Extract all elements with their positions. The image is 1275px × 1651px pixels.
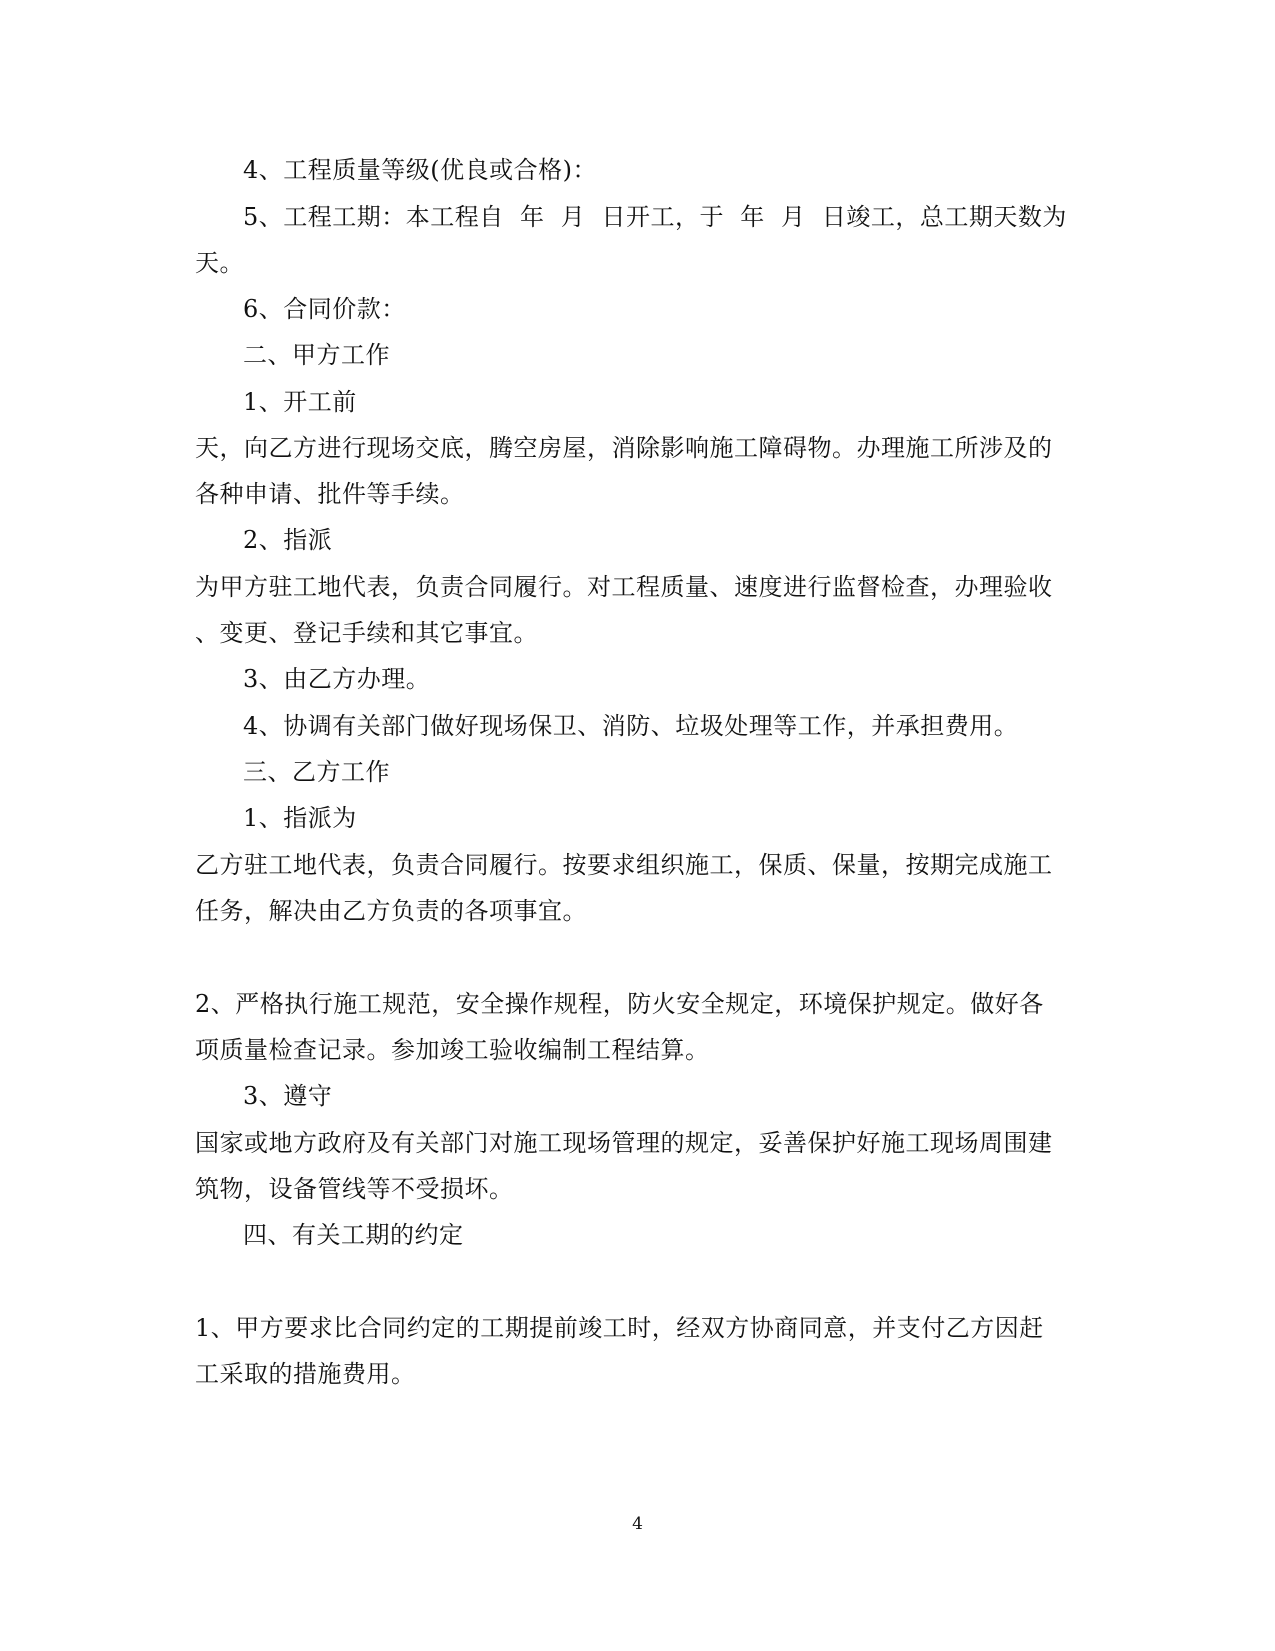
text-line: 为甲方驻工地代表，负责合同履行。对工程质量、速度进行监督检查，办理验收 bbox=[195, 573, 1053, 601]
text-line: 各种申请、批件等手续。 bbox=[195, 480, 465, 508]
text-line: 乙方驻工地代表，负责合同履行。按要求组织施工，保质、保量，按期完成施工 bbox=[195, 851, 1053, 879]
text-line: 天，向乙方进行现场交底，腾空房屋，消除影响施工障碍物。办理施工所涉及的 bbox=[195, 434, 1053, 462]
text-line: 筑物，设备管线等不受损坏。 bbox=[195, 1175, 514, 1203]
page-number: 4 bbox=[632, 1514, 643, 1534]
text-line: 天。 bbox=[195, 249, 244, 277]
text-line: 4、工程质量等级(优良或合格)： bbox=[243, 156, 597, 184]
text-line: 2、严格执行施工规范，安全操作规程，防火安全规定，环境保护规定。做好各 bbox=[195, 990, 1044, 1018]
text-line: 工采取的措施费用。 bbox=[195, 1360, 416, 1388]
text-line: 国家或地方政府及有关部门对施工现场管理的规定，妥善保护好施工现场周围建 bbox=[195, 1129, 1053, 1157]
text-line: 3、遵守 bbox=[243, 1082, 333, 1110]
text-line: 2、指派 bbox=[243, 526, 333, 554]
text-line: 4、协调有关部门做好现场保卫、消防、垃圾处理等工作，并承担费用。 bbox=[243, 712, 1019, 740]
text-line: 6、合同价款： bbox=[243, 295, 406, 323]
text-line: 项质量检查记录。参加竣工验收编制工程结算。 bbox=[195, 1036, 710, 1064]
text-line: 5、工程工期：本工程自 年 月 日开工，于 年 月 日竣工，总工期天数为 bbox=[243, 203, 1067, 231]
text-line: 1、开工前 bbox=[243, 388, 357, 416]
text-line: 、变更、登记手续和其它事宜。 bbox=[195, 619, 538, 647]
text-line: 1、甲方要求比合同约定的工期提前竣工时，经双方协商同意，并支付乙方因赶 bbox=[195, 1314, 1044, 1342]
section-heading: 二、甲方工作 bbox=[243, 341, 390, 369]
text-line: 3、由乙方办理。 bbox=[243, 665, 431, 693]
section-heading: 四、有关工期的约定 bbox=[243, 1221, 464, 1249]
section-heading: 三、乙方工作 bbox=[243, 758, 390, 786]
text-line: 1、指派为 bbox=[243, 804, 357, 832]
text-line: 任务，解决由乙方负责的各项事宜。 bbox=[195, 897, 587, 925]
